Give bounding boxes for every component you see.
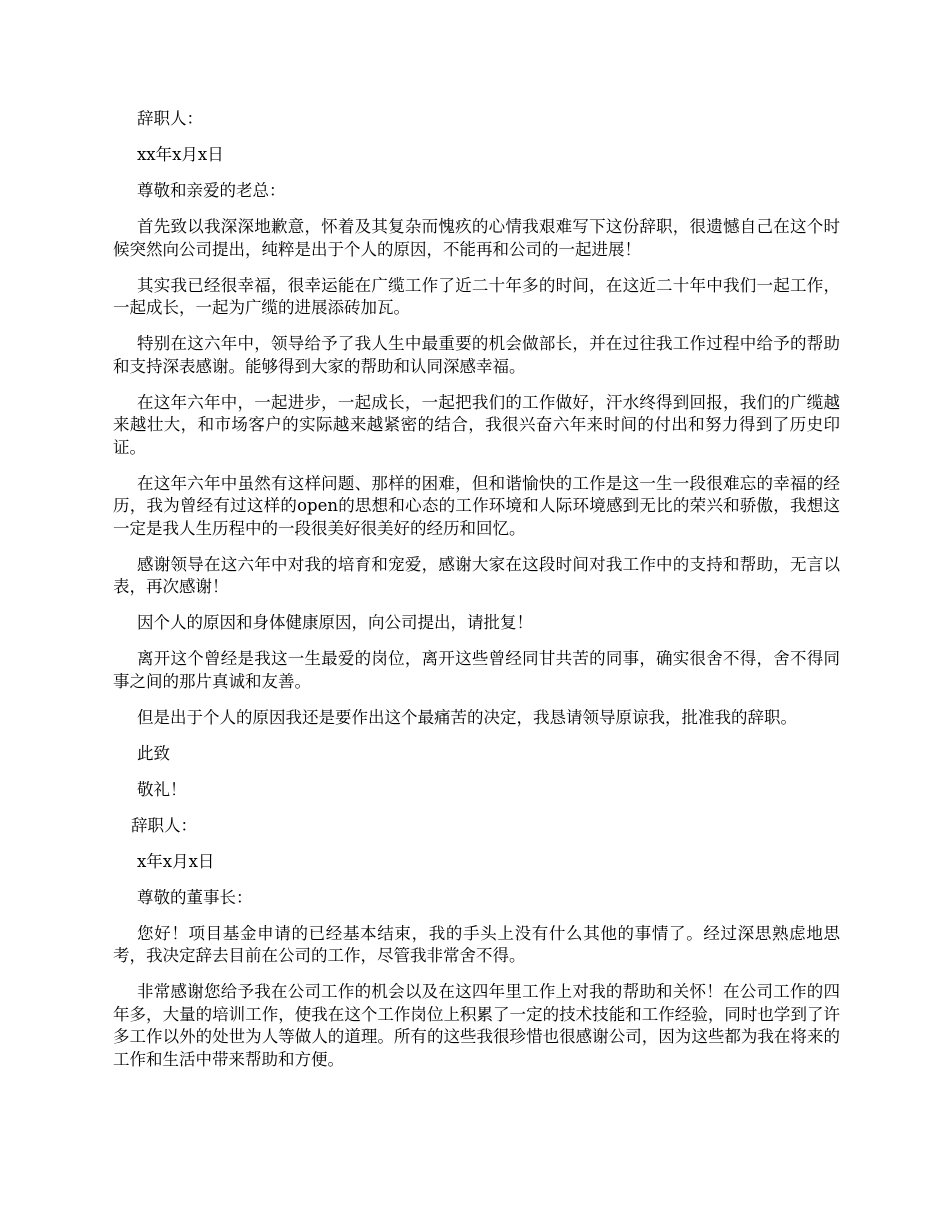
closing-line: 此致 bbox=[137, 743, 170, 763]
date-line: xx年x月x日 bbox=[137, 145, 224, 164]
body-paragraph: 因个人的原因和身体健康原因，向公司提出，请批复！ bbox=[137, 613, 533, 632]
document-page bbox=[113, 108, 840, 1085]
body-paragraph: 但是出于个人的原因我还是要作出这个最痛苦的决定，我恳请领导原谅我，批准我的辞职。 bbox=[137, 707, 797, 727]
body-paragraph: 离开这个曾经是我这一生最爱的岗位，离开这些曾经同甘共苦的同事，确实很舍不得，舍不得同事之间的那片真诚和友善。 bbox=[113, 649, 840, 691]
closing-regards: 敬礼！ bbox=[137, 779, 187, 799]
body-paragraph: 感谢领导在这六年中对我的培育和宠爱，感谢大家在这段时间对我工作中的支持和帮助，无言以表，再次感谢！ bbox=[113, 554, 840, 596]
salutation: 尊敬的董事长： bbox=[137, 887, 253, 907]
body-paragraph: 在这年六年中，一起进步，一起成长，一起把我们的工作做好，汗水终得到回报，我们的广缆越来越壮大，和市场客户的实际越来越紧密的结合，我很兴奋六年来时间的付出和努力得到了历史印证。 bbox=[113, 392, 840, 457]
body-paragraph: 非常感谢您给予我在公司工作的机会以及在这四年里工作上对我的帮助和关怀！在公司工作的四年多，大量的培训工作，使我在这个工作岗位上积累了一定的技术技能和工作经验，同时也学到了许多工作以外的处世为人等做人的道理。所有的这些我很珍惜也很感谢公司，因为这些都为我在将来的工作和生活中带来帮助和方便。 bbox=[113, 982, 840, 1069]
body-paragraph: 其实我已经很幸福，很幸运能在广缆工作了近二十年多的时间，在这近二十年中我们一起工作，一起成长，一起为广缆的进展添砖加瓦。 bbox=[113, 275, 840, 317]
body-paragraph: 在这年六年中虽然有这样问题、那样的困难，但和谐愉快的工作是这一生一段很难忘的幸福的经历，我为曾经有过这样的open的思想和心态的工作环境和人际环境感到无比的荣兴和骄傲，我想这一定是我人生历程中的一段很美好很美好的经历和回忆。 bbox=[113, 473, 840, 538]
body-paragraph: 您好！项目基金申请的已经基本结束，我的手头上没有什么其他的事情了。经过深思熟虑地思考，我决定辞去目前在公司的工作，尽管我非常舍不得。 bbox=[113, 923, 840, 965]
signer-label: 辞职人： bbox=[131, 815, 197, 835]
salutation: 尊敬和亲爱的老总： bbox=[137, 181, 286, 200]
body-paragraph: 特别在这六年中，领导给予了我人生中最重要的机会做部长，并在过往我工作过程中给予的帮助和支持深表感谢。能够得到大家的帮助和认同深感幸福。 bbox=[113, 334, 840, 376]
date-line: x年x月x日 bbox=[137, 851, 215, 871]
body-paragraph: 首先致以我深深地歉意，怀着及其复杂而愧疚的心情我艰难写下这份辞职，很遗憾自己在这个时候突然向公司提出，纯粹是出于个人的原因，不能再和公司的一起进展！ bbox=[113, 217, 840, 259]
signer-label: 辞职人： bbox=[137, 109, 203, 128]
